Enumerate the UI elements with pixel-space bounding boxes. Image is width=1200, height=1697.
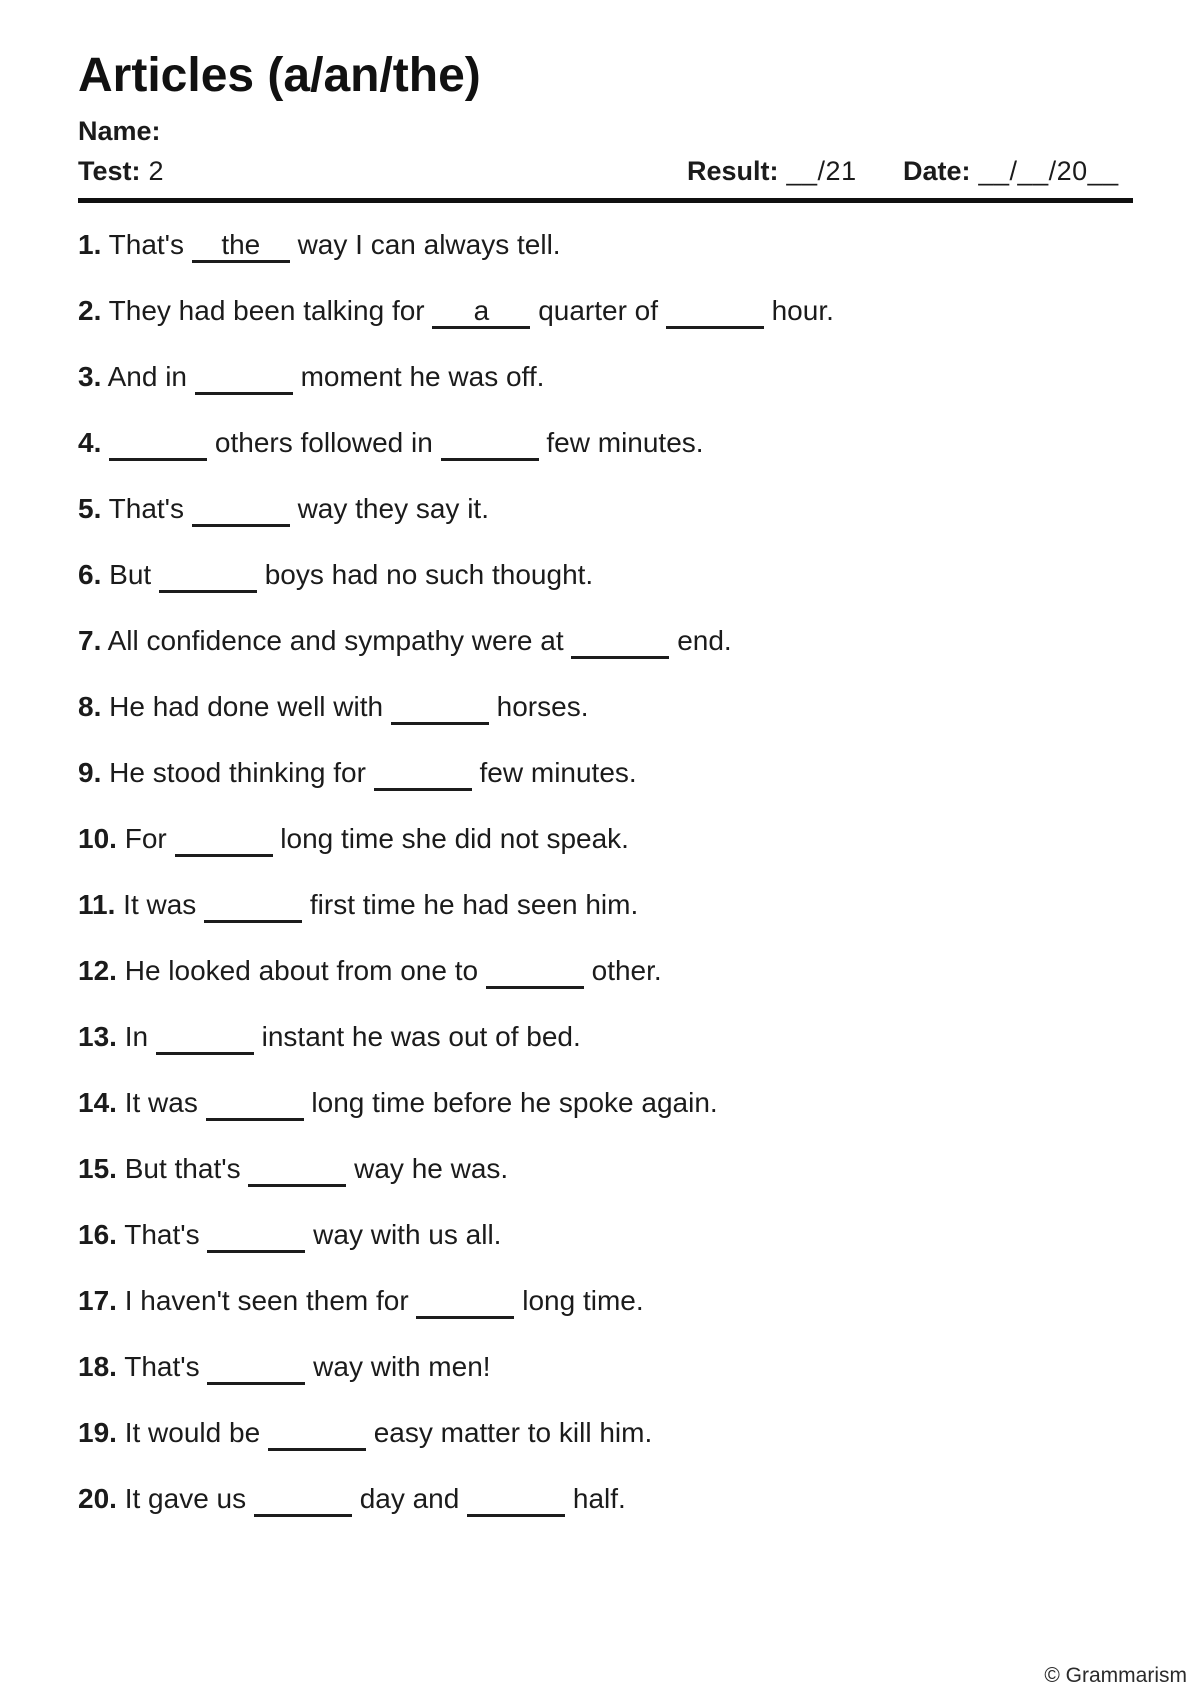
exercise-item xyxy=(78,294,1160,329)
sentence-text: first time he had seen him. xyxy=(309,889,639,920)
item-number: 6. xyxy=(78,559,102,590)
exercise-item xyxy=(78,888,1160,923)
fill-blank[interactable] xyxy=(391,692,489,725)
fill-blank[interactable] xyxy=(159,560,257,593)
item-number: 19. xyxy=(78,1417,117,1448)
sentence-text: I haven't seen them for xyxy=(124,1285,409,1316)
sentence-text: others followed in xyxy=(214,427,433,458)
fill-blank[interactable] xyxy=(268,1418,366,1451)
exercise-item xyxy=(78,1020,1160,1055)
item-number: 2. xyxy=(78,295,102,326)
fill-blank[interactable] xyxy=(666,296,764,329)
sentence-text: It would be xyxy=(124,1417,261,1448)
test-value: 2 xyxy=(148,156,165,186)
page-title: Articles (a/an/the) xyxy=(78,49,481,102)
sentence-text: But that's xyxy=(124,1153,241,1184)
item-number: 17. xyxy=(78,1285,117,1316)
header-divider xyxy=(78,198,1133,203)
exercise-item xyxy=(78,228,1160,263)
sentence-text: way they say it. xyxy=(297,493,489,524)
sentence-text: few minutes. xyxy=(546,427,704,458)
fill-blank[interactable] xyxy=(254,1484,352,1517)
exercise-item xyxy=(78,624,1160,659)
exercise-item xyxy=(78,1218,1160,1253)
item-number: 3. xyxy=(78,361,102,392)
fill-blank[interactable] xyxy=(374,758,472,791)
sentence-text: In xyxy=(124,1021,149,1052)
fill-blank[interactable] xyxy=(207,1220,305,1253)
sentence-text: way I can always tell. xyxy=(297,229,561,260)
sentence-text: For xyxy=(124,823,167,854)
sentence-text: way with men! xyxy=(313,1351,491,1382)
fill-blank[interactable] xyxy=(109,428,207,461)
sentence-text: That's xyxy=(108,493,185,524)
sentence-text: He stood thinking for xyxy=(109,757,366,788)
sentence-text: hour. xyxy=(771,295,834,326)
exercise-item xyxy=(78,1086,1160,1121)
exercise-item xyxy=(78,1416,1160,1451)
sentence-text: He had done well with xyxy=(109,691,384,722)
sentence-text: long time. xyxy=(522,1285,644,1316)
sentence-text: It was xyxy=(123,889,197,920)
fill-blank[interactable] xyxy=(156,1022,254,1055)
fill-blank[interactable] xyxy=(204,890,302,923)
item-number: 9. xyxy=(78,757,102,788)
fill-blank[interactable] xyxy=(248,1154,346,1187)
item-number: 12. xyxy=(78,955,117,986)
sentence-text: He looked about from one to xyxy=(124,955,479,986)
sentence-text: It gave us xyxy=(124,1483,247,1514)
fill-blank[interactable] xyxy=(486,956,584,989)
sentence-text: It was xyxy=(124,1087,198,1118)
sentence-text: end. xyxy=(677,625,732,656)
result-label: Result: xyxy=(687,156,779,186)
exercise-item xyxy=(78,1152,1160,1187)
date-value-blank[interactable]: __/__/20__ xyxy=(978,156,1119,186)
sentence-text: All confidence and sympathy were at xyxy=(107,625,564,656)
sentence-text: easy matter to kill him. xyxy=(373,1417,653,1448)
item-number: 14. xyxy=(78,1087,117,1118)
item-number: 15. xyxy=(78,1153,117,1184)
sentence-text: long time before he spoke again. xyxy=(311,1087,718,1118)
fill-blank[interactable] xyxy=(195,362,293,395)
exercise-item xyxy=(78,954,1160,989)
exercise-item xyxy=(78,1350,1160,1385)
fill-blank[interactable] xyxy=(467,1484,565,1517)
sentence-text: long time she did not speak. xyxy=(280,823,629,854)
result-field xyxy=(687,156,857,187)
sentence-text: But xyxy=(109,559,152,590)
fill-blank-filled[interactable]: the xyxy=(192,230,290,263)
item-number: 11. xyxy=(78,889,116,920)
fill-blank[interactable] xyxy=(206,1088,304,1121)
exercise-item xyxy=(78,492,1160,527)
item-number: 16. xyxy=(78,1219,117,1250)
item-number: 5. xyxy=(78,493,102,524)
exercise-item xyxy=(78,360,1160,395)
sentence-text: other. xyxy=(591,955,662,986)
sentence-text: day and xyxy=(359,1483,460,1514)
name-row xyxy=(78,116,161,147)
copyright-credit: © Grammarism xyxy=(1044,1664,1187,1687)
item-number: 7. xyxy=(78,625,102,656)
sentence-text: And in xyxy=(107,361,187,392)
exercise-item xyxy=(78,690,1160,725)
result-value-blank[interactable]: __/21 xyxy=(786,156,857,186)
item-number: 4. xyxy=(78,427,102,458)
fill-blank[interactable] xyxy=(416,1286,514,1319)
exercise-item xyxy=(78,426,1160,461)
sentence-text: quarter of xyxy=(538,295,659,326)
test-field xyxy=(78,156,164,187)
sentence-text: few minutes. xyxy=(479,757,637,788)
fill-blank[interactable] xyxy=(441,428,539,461)
sentence-text: way he was. xyxy=(354,1153,509,1184)
date-field xyxy=(903,156,1119,187)
sentence-text: That's xyxy=(124,1219,200,1250)
date-label: Date: xyxy=(903,156,971,186)
exercise-item xyxy=(78,756,1160,791)
exercise-item xyxy=(78,558,1160,593)
item-number: 13. xyxy=(78,1021,117,1052)
sentence-text: half. xyxy=(572,1483,626,1514)
exercise-item xyxy=(78,1284,1160,1319)
sentence-text: boys had no such thought. xyxy=(264,559,594,590)
meta-row xyxy=(78,156,1133,190)
exercise-item xyxy=(78,822,1160,857)
fill-blank[interactable] xyxy=(175,824,273,857)
exercise-item xyxy=(78,1482,1160,1517)
fill-blank[interactable] xyxy=(192,494,290,527)
worksheet-items xyxy=(78,228,1160,1548)
item-number: 10. xyxy=(78,823,117,854)
item-number: 1. xyxy=(78,229,102,260)
sentence-text: That's xyxy=(124,1351,200,1382)
test-label: Test: xyxy=(78,156,141,186)
sentence-text: instant he was out of bed. xyxy=(261,1021,581,1052)
fill-blank-filled[interactable]: a xyxy=(432,296,530,329)
fill-blank[interactable] xyxy=(571,626,669,659)
sentence-text: way with us all. xyxy=(313,1219,502,1250)
sentence-text: horses. xyxy=(496,691,589,722)
item-number: 18. xyxy=(78,1351,117,1382)
sentence-text: They had been talking for xyxy=(108,295,425,326)
fill-blank[interactable] xyxy=(207,1352,305,1385)
sentence-text: moment he was off. xyxy=(300,361,545,392)
name-label: Name: xyxy=(78,116,161,146)
sentence-text: That's xyxy=(108,229,185,260)
item-number: 20. xyxy=(78,1483,117,1514)
item-number: 8. xyxy=(78,691,102,722)
